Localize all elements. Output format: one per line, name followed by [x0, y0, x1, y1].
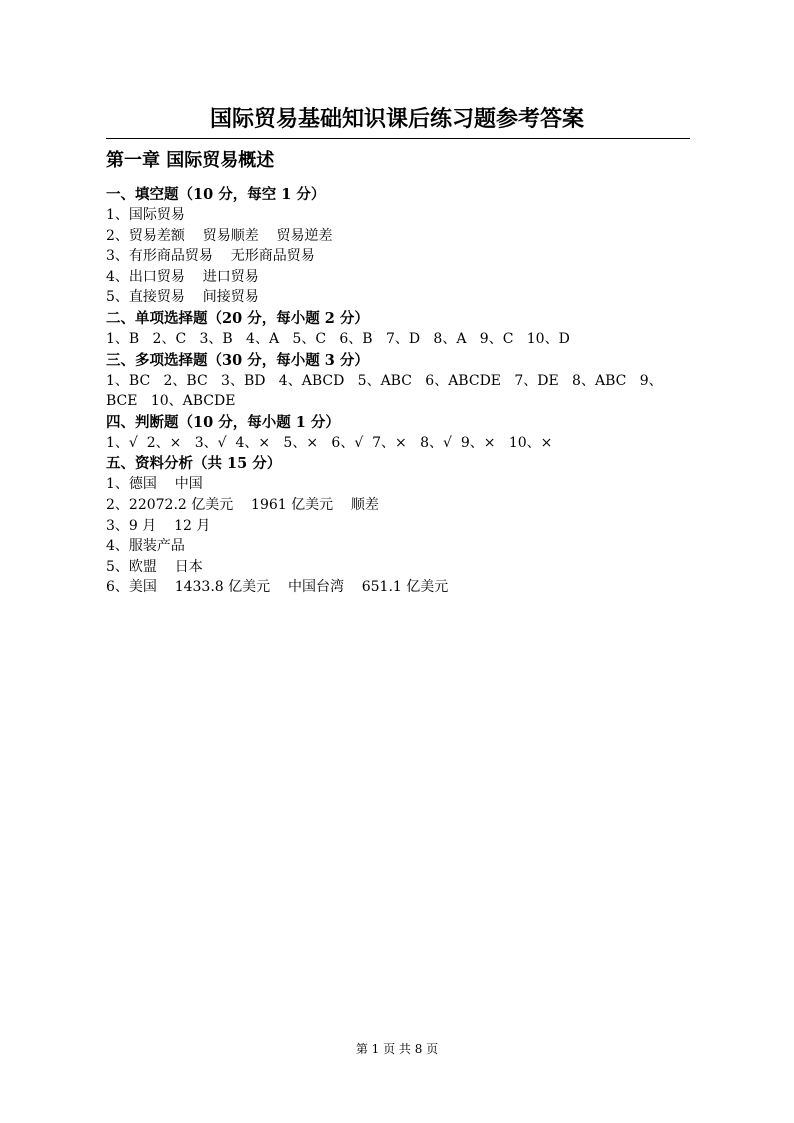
answer-content [106, 184, 696, 598]
section-single-choice [106, 308, 696, 350]
answer-line: 1、B 2、C 3、B 4、A 5、C 6、B 7、D 8、A 9、C 10、D [106, 330, 570, 347]
page-title: 国际贸易基础知识课后练习题参考答案 [209, 106, 584, 132]
section-heading: 五、资料分析（共 15 分） [106, 455, 282, 473]
answer-line: 1、√ 2、× 3、√ 4、× 5、× 6、√ 7、× 8、√ 9、× 10、× [106, 434, 553, 451]
title-divider [106, 138, 690, 139]
section-heading: 四、判断题（10 分，每小题 1 分） [106, 413, 340, 431]
answer-line: 5、直接贸易 间接贸易 [106, 289, 259, 306]
answer-line: 2、22072.2 亿美元 1961 亿美元 顺差 [106, 496, 379, 513]
section-heading: 一、填空题（10 分，每空 1 分） [106, 186, 326, 203]
section-fill-in-blank [106, 184, 696, 308]
chapter-title: 第一章 国际贸易概述 [106, 150, 275, 171]
answer-line: 3、有形商品贸易 无形商品贸易 [106, 248, 315, 265]
answer-line: BCE 10、ABCDE [106, 393, 236, 410]
section-data-analysis [106, 453, 696, 598]
answer-line: 4、服装产品 [106, 538, 185, 555]
answer-line: 2、贸易差额 贸易顺差 贸易逆差 [106, 227, 333, 244]
answer-line: 4、出口贸易 进口贸易 [106, 268, 259, 285]
answer-line: 1、德国 中国 [106, 476, 203, 493]
answer-line: 5、欧盟 日本 [106, 558, 203, 575]
answer-line: 1、BC 2、BC 3、BD 4、ABCD 5、ABC 6、ABCDE 7、DE 8、ABC 9、 [106, 372, 663, 389]
answer-line: 6、美国 1433.8 亿美元 中国台湾 651.1 亿美元 [106, 579, 449, 596]
page-number-footer: 第 1 页 共 8 页 [355, 1042, 439, 1056]
section-heading: 三、多项选择题（30 分，每小题 3 分） [106, 351, 369, 369]
answer-line: 1、国际贸易 [106, 207, 185, 223]
answer-line: 3、9 月 12 月 [106, 517, 211, 534]
section-true-false [106, 412, 696, 454]
section-heading: 二、单项选择题（20 分，每小题 2 分） [106, 309, 369, 327]
section-multiple-choice [106, 350, 696, 412]
